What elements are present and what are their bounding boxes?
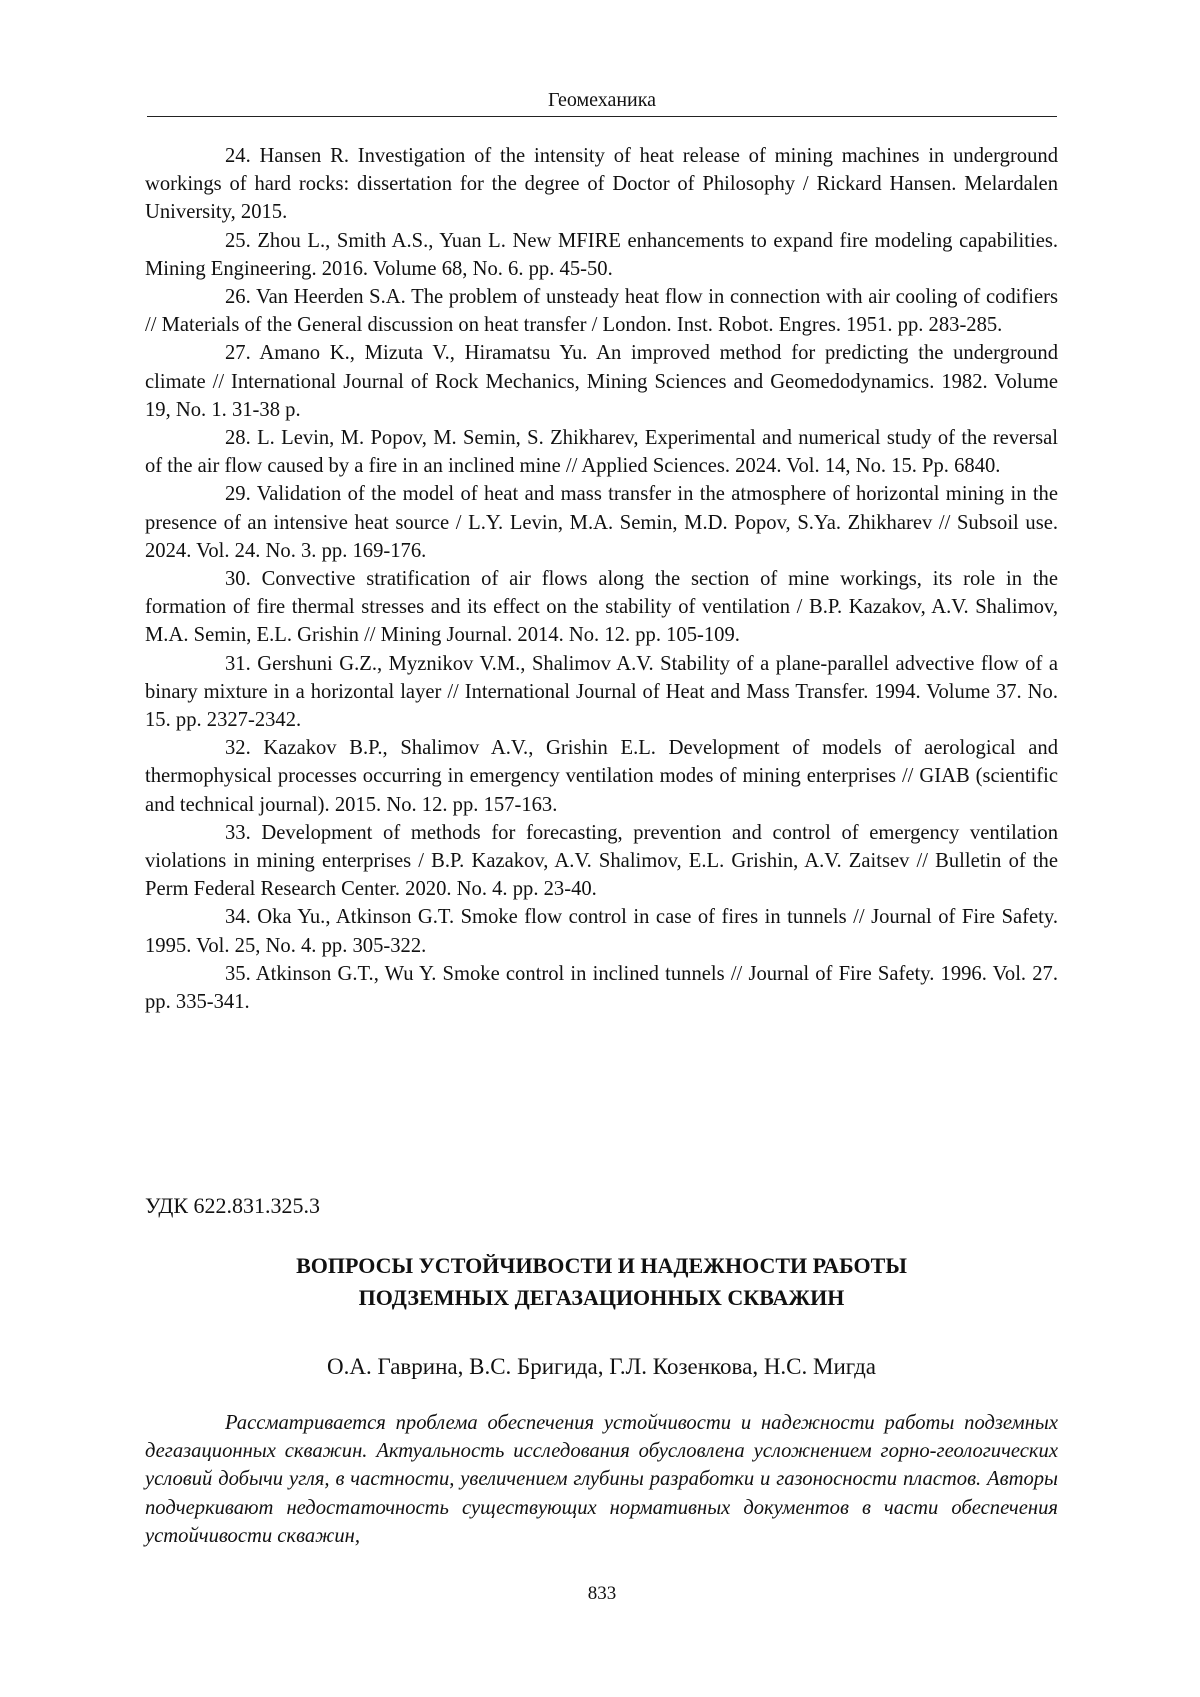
article-title-line: ВОПРОСЫ УСТОЙЧИВОСТИ И НАДЕЖНОСТИ РАБОТЫ [296, 1253, 907, 1278]
reference-item: 27. Amano K., Mizuta V., Hiramatsu Yu. An improved method for predicting the underground climate // International Journal of Rock Mechanics, Mining Sciences and Geomedodynamics. 1982. Volume 19, No. 1. 31-38 p. [145, 342, 1058, 421]
page-number: 833 [587, 1583, 617, 1604]
article-title-line: ПОДЗЕМНЫХ ДЕГАЗАЦИОННЫХ СКВАЖИН [358, 1285, 845, 1310]
article-authors: О.А. Гаврина, В.С. Бригида, Г.Л. Козенкова, Н.С. Мигда [327, 1354, 876, 1379]
reference-item: 24. Hansen R. Investigation of the intensity of heat release of mining machines in underground workings of hard rocks: dissertation for the degree of Doctor of Philosophy / Rickard Hansen. Melardalen University, 2015. [145, 145, 1058, 224]
reference-item: 33. Development of methods for forecasting, prevention and control of emergency ventilation violations in mining enterprises / B.P. Kazakov, A.V. Shalimov, E.L. Grishin, A.V. Zaitsev // Bulletin of the Perm Federal Research Center. 2020. No. 4. pp. 23-40. [145, 821, 1058, 901]
reference-item: 34. Oka Yu., Atkinson G.T. Smoke flow control in case of fires in tunnels // Journal of Fire Safety. 1995. Vol. 25, No. 4. pp. 305-322. [145, 906, 1058, 957]
reference-item: 29. Validation of the model of heat and mass transfer in the atmosphere of horizontal mining in the presence of an intensive heat source / L.Y. Levin, M.A. Semin, M.D. Popov, S.Ya. Zhikharev // Subsoil use. 2024. Vol. 24. No. 3. pp. 169-176. [145, 483, 1058, 562]
reference-item: 30. Convective stratification of air flows along the section of mine workings, its role in the formation of fire thermal stresses and its effect on the stability of ventilation / B.P. Kazakov, A.V. Shalimov, M.A. Semin, E.L. Grishin // Mining Journal. 2014. No. 12. pp. 105-109. [145, 568, 1058, 647]
reference-item: 25. Zhou L., Smith A.S., Yuan L. New MFIRE enhancements to expand fire modeling capabilities. Mining Engineering. 2016. Volume 68, No. 6. pp. 45-50. [145, 229, 1058, 280]
udk-code: УДК 622.831.325.3 [145, 1193, 321, 1218]
reference-item: 32. Kazakov B.P., Shalimov A.V., Grishin E.L. Development of models of aerological and thermophysical processes occurring in emergency ventilation modes of mining enterprises // GIAB (scientific and technical journal). 2015. No. 12. pp. 157-163. [145, 737, 1058, 816]
reference-item: 28. L. Levin, M. Popov, M. Semin, S. Zhikharev, Experimental and numerical study of the reversal of the air flow caused by a fire in an inclined mine // Applied Sciences. 2024. Vol. 14, No. 15. Pp. 6840. [145, 427, 1058, 478]
running-header: Геомеханика [547, 89, 657, 111]
reference-item: 35. Atkinson G.T., Wu Y. Smoke control in inclined tunnels // Journal of Fire Safety. 1996. Vol. 27. pp. 335-341. [145, 962, 1058, 1014]
reference-item: 31. Gershuni G.Z., Myznikov V.M., Shalimov A.V. Stability of a plane-parallel advective flow of a binary mixture in a horizontal layer // International Journal of Heat and Mass Transfer. 1994. Volume 37. No. 15. pp. 2327-2342. [145, 652, 1058, 732]
article-abstract: Рассматривается проблема обеспечения устойчивости и надежности работы подземных дегазационных скважин. Актуальность исследования обусловлена усложнением горно-геологических условий добычи угля, в частности, увеличением глубины разработки и газоносности пластов. Авторы подчеркивают недостаточность существующих нормативных документов в части обеспечения устойчивости скважин, [145, 1412, 1058, 1547]
reference-item: 26. Van Heerden S.A. The problem of unsteady heat flow in connection with air cooling of codifiers // Materials of the General discussion on heat transfer / London. Inst. Robot. Engres. 1951. pp. 283-285. [145, 286, 1058, 337]
header-rule [147, 116, 1057, 117]
reference-list [145, 142, 1058, 1016]
article-title [145, 1250, 1058, 1314]
